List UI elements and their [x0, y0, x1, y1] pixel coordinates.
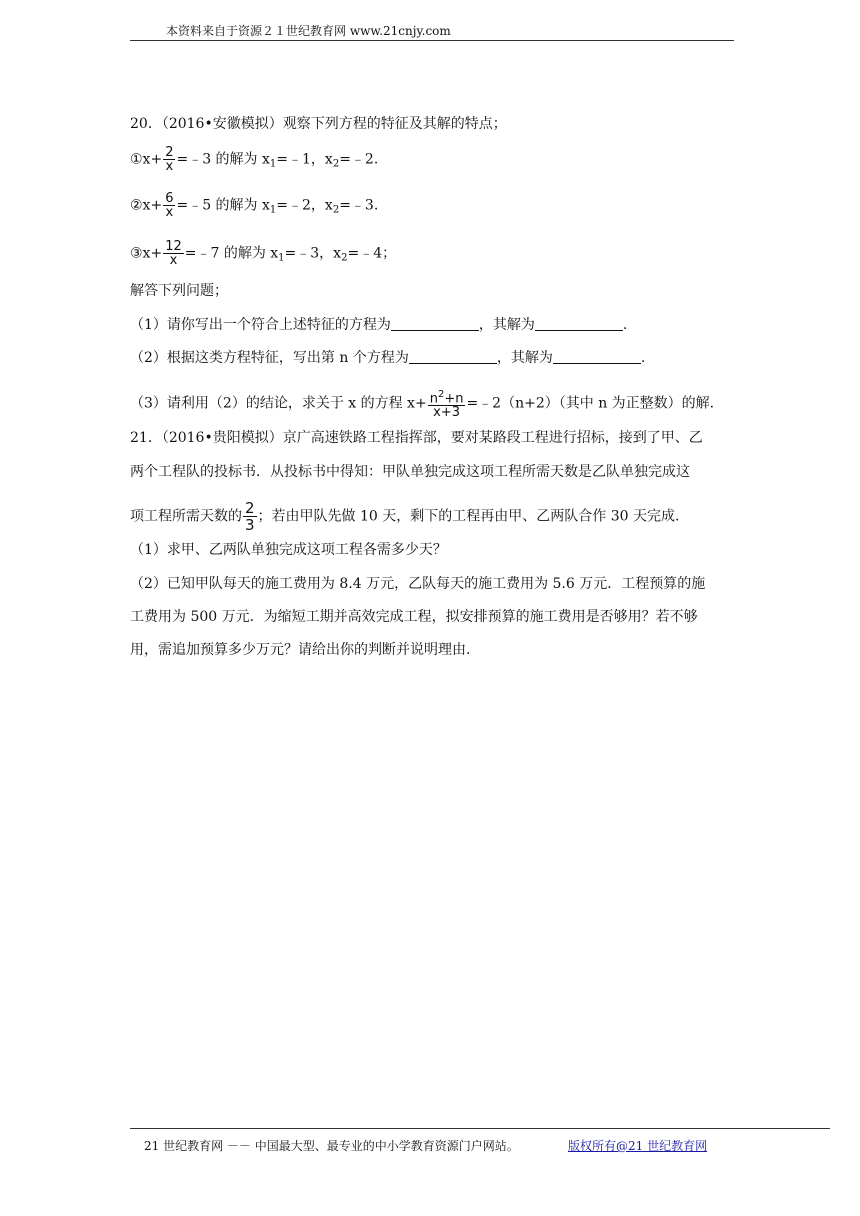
- fraction: $\frac{2}{3}$: [245, 499, 255, 534]
- footer-text: 21 世纪教育网 －－ 中国最大型、最专业的中小学教育资源门户网站。: [144, 1139, 519, 1153]
- fraction: $\frac{n^2+n}{x+3}$: [429, 389, 464, 421]
- q20-eq1: ①x+ $\frac{2}{x}$ =﹣3 的解为 $x_1=﹣1$，$x_2=﹣2$.: [130, 145, 379, 174]
- q20-title: 20．（2016•安徽模拟）观察下列方程的特征及其解的特点；: [130, 116, 507, 132]
- q20-eq2: ②x+ $\frac{6}{x}$ =﹣5 的解为 $x_1=﹣2$，$x_2=﹣3$.: [130, 191, 379, 220]
- q21-part2-line3: 用，需追加预算多少万元？请给出你的判断并说明理由.: [130, 642, 471, 658]
- q21-part2-line2: 工费用为 500 万元．为缩短工期并高效完成工程，拟安排预算的施工费用是否够用？若不够: [130, 609, 698, 625]
- q20-part3: （3）请利用（2）的结论，求关于 x 的方程 x+ $\frac{n^2+n}{x+3}$ =﹣2（n+2）（其中 n 为正整数）的解.: [130, 389, 715, 421]
- q21-part1: （1）求甲、乙两队单独完成这项工程各需多少天？: [130, 542, 447, 558]
- header-text: 本资料来自于资源２１世纪教育网 www.21cnjy.com: [166, 24, 451, 38]
- copyright-link[interactable]: 版权所有@21 世纪教育网: [568, 1139, 708, 1153]
- q20-eq3: ③x+ $\frac{12}{x}$ =﹣7 的解为 $x_1=﹣3$，$x_2=﹣4$；: [130, 239, 397, 268]
- fraction: $\frac{2}{x}$: [165, 145, 174, 174]
- answer-blank[interactable]: [535, 316, 623, 331]
- answer-blank[interactable]: [391, 316, 479, 331]
- q21-line2: 两个工程队的投标书．从投标书中得知：甲队单独完成这项工程所需天数是乙队单独完成这: [130, 464, 690, 480]
- page-header: [130, 22, 734, 41]
- answer-blank[interactable]: [553, 349, 641, 364]
- q20-part2: （2）根据这类方程特征，写出第 n 个方程为 ，其解为 .: [130, 350, 646, 366]
- fraction: $\frac{6}{x}$: [165, 191, 174, 220]
- fraction: $\frac{12}{x}$: [165, 239, 182, 268]
- page-footer: [130, 1128, 830, 1153]
- q21-line3: 项工程所需天数的 $\frac{2}{3}$ ；若由甲队先做 10 天，剩下的工程再由甲、乙两队合作 30 天完成.: [130, 499, 680, 534]
- q21-line1: 21．（2016•贵阳模拟）京广高速铁路工程指挥部，要对某路段工程进行招标，接到了甲、乙: [130, 430, 703, 446]
- q20-part1: （1）请你写出一个符合上述特征的方程为 ，其解为 .: [130, 317, 628, 333]
- q21-part2-line1: （2）已知甲队每天的施工费用为 8.4 万元，乙队每天的施工费用为 5.6 万元．工程预算的施: [130, 576, 706, 592]
- answer-blank[interactable]: [409, 349, 497, 364]
- q20-ask: 解答下列问题；: [130, 283, 228, 299]
